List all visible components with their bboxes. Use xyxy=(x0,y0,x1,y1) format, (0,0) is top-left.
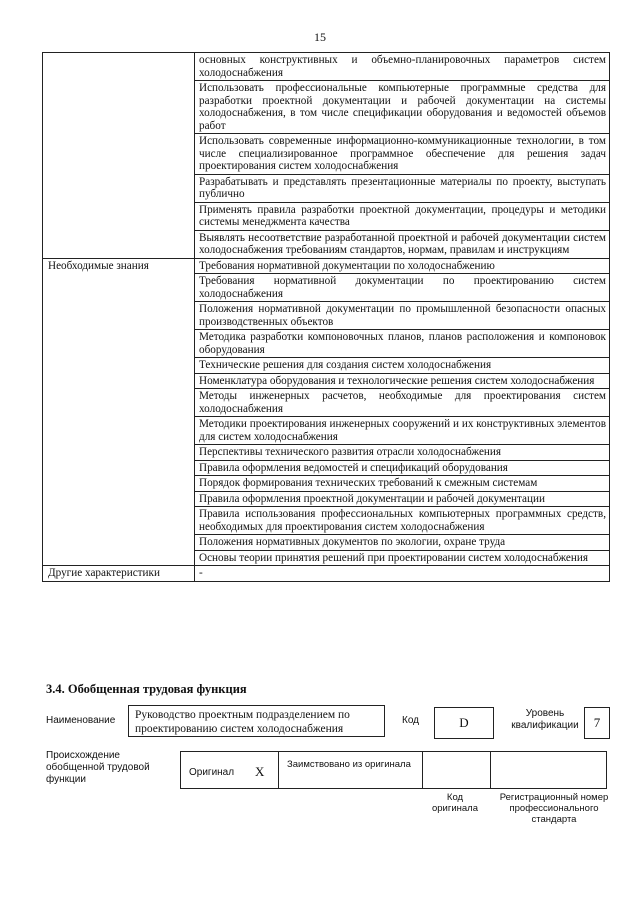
skill-cell: Использовать современные информационно-коммуникационные технологии, в том числе специализированное программное обеспечение для решения задач проектирования систем холодоснабжения xyxy=(195,134,610,175)
knowledge-cell: Методики проектирования инженерных сооружений и их конструктивных элементов для систем холодоснабжения xyxy=(195,417,610,445)
section-title: 3.4. Обобщенная трудовая функция xyxy=(46,682,247,696)
knowledge-cell: Перспективы технического развития отрасли холодоснабжения xyxy=(195,445,610,461)
knowledge-cell: Номенклатура оборудования и технологические решения систем холодоснабжения xyxy=(195,373,610,389)
table-row xyxy=(43,53,610,81)
knowledge-cell: Правила оформления проектной документации и рабочей документации xyxy=(195,491,610,507)
skill-cell: основных конструктивных и объемно-планировочных параметров систем холодоснабжения xyxy=(195,53,610,81)
skill-cell: Использовать профессиональные компьютерные программные средства для разработки проектной документации и рабочей документации на системы холодоснабжения, в том числе спецификации оборудования и ведомостей объемов работ xyxy=(195,81,610,134)
knowledge-cell: Положения нормативной документации по промышленной безопасности опасных производственных объектов xyxy=(195,302,610,330)
original-mark: X xyxy=(255,764,265,779)
code-value-box: D xyxy=(434,707,494,739)
qualification-level-box: 7 xyxy=(584,707,610,739)
table-row xyxy=(43,566,610,582)
borrowed-label: Заимствовано из оригинала xyxy=(287,759,411,770)
code-label: Код xyxy=(402,715,420,726)
origin-table xyxy=(180,751,607,789)
other-characteristics-label: Другие характеристики xyxy=(43,566,195,582)
page-number: 15 xyxy=(314,30,326,44)
name-label: Наименование xyxy=(46,715,116,726)
qualification-level-label: Уровень квалификации xyxy=(511,708,579,731)
function-header-row xyxy=(46,705,614,739)
origin-label: Происхождение обобщенной трудовой функции xyxy=(46,750,150,785)
original-code-cell xyxy=(423,752,491,788)
knowledge-cell: Требования нормативной документации по холодоснабжению xyxy=(195,258,610,274)
knowledge-cell: Порядок формирования технических требований к смежным системам xyxy=(195,476,610,492)
borrowed-cell xyxy=(279,752,423,788)
other-characteristics-value: - xyxy=(195,566,610,582)
skill-cell: Выявлять несоответствие разработанной проектной и рабочей документации систем холодоснабжения требованиям стандартов, нормам, правилам и инструкциям xyxy=(195,230,610,258)
table-row xyxy=(43,258,610,274)
knowledge-cell: Технические решения для создания систем холодоснабжения xyxy=(195,358,610,374)
knowledge-cell: Положения нормативных документов по экологии, охране труда xyxy=(195,535,610,551)
knowledge-cell: Методика разработки компоновочных планов, планов расположения и компоновок оборудования xyxy=(195,330,610,358)
registration-number-cell xyxy=(491,752,606,788)
registration-number-caption: Регистрационный номер профессионального стандарта xyxy=(499,792,609,825)
knowledge-cell: Методы инженерных расчетов, необходимые для проектирования систем холодоснабжения xyxy=(195,389,610,417)
knowledge-cell: Основы теории принятия решений при проектировании систем холодоснабжения xyxy=(195,550,610,566)
skill-cell: Разрабатывать и представлять презентационные материалы по проекту, выступать публично xyxy=(195,174,610,202)
original-code-caption: Код оригинала xyxy=(431,792,478,814)
knowledge-cell: Требования нормативной документации по проектированию систем холодоснабжения xyxy=(195,274,610,302)
knowledge-cell: Правила оформления ведомостей и спецификаций оборудования xyxy=(195,460,610,476)
original-label: Оригинал xyxy=(189,767,235,778)
skill-cell: Применять правила разработки проектной документации, процедуры и методики системы менеджмента качества xyxy=(195,202,610,230)
knowledge-label: Необходимые знания xyxy=(43,258,195,566)
skills-label-cell xyxy=(43,53,195,259)
knowledge-skills-table xyxy=(42,52,610,582)
knowledge-cell: Правила использования профессиональных компьютерных программных средств, необходимых для проектирования систем холодоснабжения xyxy=(195,507,610,535)
original-cell xyxy=(181,752,279,788)
name-value-box: Руководство проектным подразделением по проектированию систем холодоснабжения xyxy=(128,705,385,737)
